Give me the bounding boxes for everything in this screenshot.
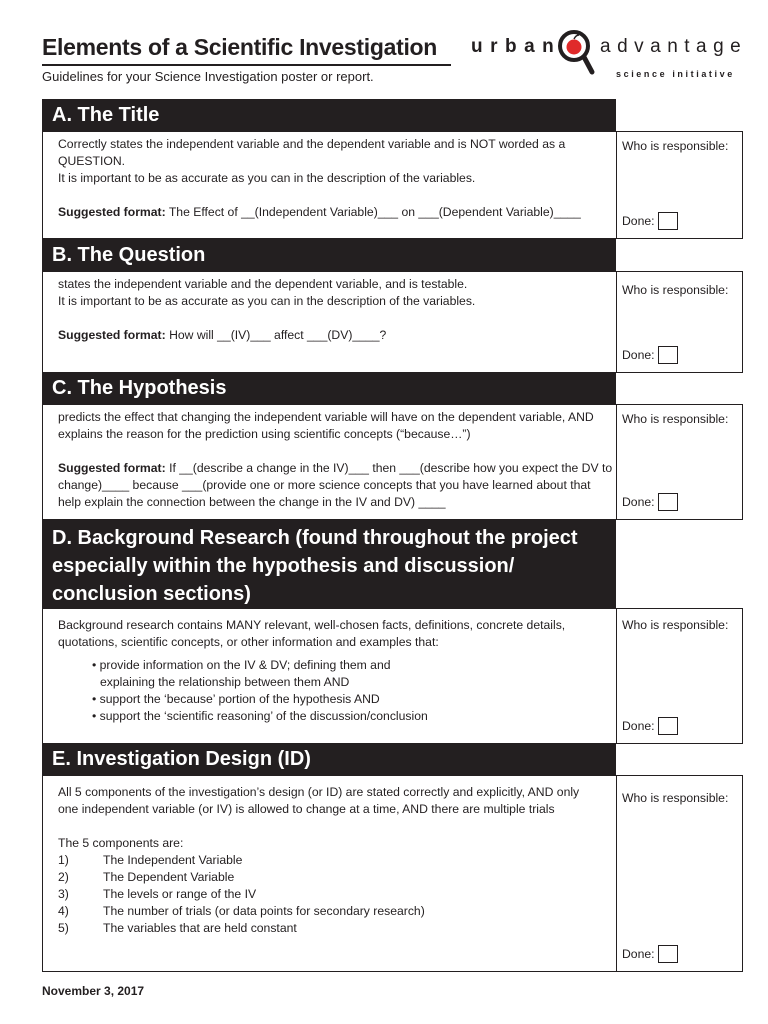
section-c-line1: predicts the effect that changing the independent variable will have on the dependent variable, AND explains the reason for the prediction using scientific concepts (“because…”) [58,410,594,441]
section-a-heading: A. The Title [42,99,616,131]
done-label: Done: [622,947,655,961]
section-a-format [58,204,616,221]
footer-date: November 3, 2017 [42,984,145,998]
section-c-who-label: Who is responsible: [622,412,729,426]
magnifier-apple-icon [556,28,596,84]
section-a-done [622,212,678,230]
section-d-side [616,609,742,743]
section-d-body [43,609,616,743]
title-underline [42,64,451,66]
section-e-who-label: Who is responsible: [622,791,729,805]
done-label: Done: [622,719,655,733]
section-e-heading: E. Investigation Design (ID) [42,743,616,775]
logo-text-advantage: advantage [600,36,748,57]
section-d-intro: Background research contains MANY relevant, well-chosen facts, definitions, concrete details, quotations, scientific concepts, or other information and examples that: [58,618,566,649]
section-a-body [43,132,616,238]
section-c-done [622,493,678,511]
section-b-box [42,271,743,373]
section-b-format [58,327,616,344]
section-a-side [616,132,742,238]
section-c-format-text: If __(describe a change in the IV)___ then ___(describe how you expect the DV to change)____ because ___(provide one or more science concepts that you have learned about that help explain the connection between the change in the IV and DV) ____ [58,461,613,509]
section-c-done-checkbox[interactable] [658,493,678,511]
section-c-heading: C. The Hypothesis [42,372,616,404]
list-item: 5) The variables that are held constant [58,921,297,935]
section-a-box [42,131,743,239]
section-a-who-label: Who is responsible: [622,139,729,153]
section-e-done [622,945,678,963]
suggested-format-label: Suggested format: [58,461,166,475]
suggested-format-label: Suggested format: [58,328,166,342]
section-d-done [622,717,678,735]
section-e-done-checkbox[interactable] [658,945,678,963]
list-item: 1) The Independent Variable [58,853,243,867]
section-b-done [622,346,678,364]
section-d-bullet3: • support the ‘scientific reasoning’ of the discussion/conclusion [92,709,428,723]
section-e-components-label: The 5 components are: [58,836,184,850]
section-d-bullet1-cont: explaining the relationship between them AND [100,675,350,689]
section-e-side [616,776,742,971]
section-e-body [43,776,616,971]
section-e-intro: All 5 components of the investigation’s design (or ID) are stated correctly and explicitly, AND only one independent variable (or IV) is allowed to change at a time, AND there are multiple trials [58,785,580,816]
list-item: 4) The number of trials (or data points for secondary research) [58,904,425,918]
section-b-who-label: Who is responsible: [622,283,729,297]
done-label: Done: [622,495,655,509]
section-a-done-checkbox[interactable] [658,212,678,230]
list-item: 3) The levels or range of the IV [58,887,257,901]
section-b-done-checkbox[interactable] [658,346,678,364]
section-c-format [58,460,616,511]
section-b-side [616,272,742,372]
section-a-line2: It is important to be as accurate as you can in the description of the variables. [58,171,476,185]
done-label: Done: [622,214,655,228]
section-d-bullets [58,657,616,725]
section-d-who-label: Who is responsible: [622,618,729,632]
logo-text-urban: urban [471,36,562,57]
section-b-body [43,272,616,372]
section-a-format-text: The Effect of __(Independent Variable)___ on ___(Dependent Variable)____ [168,205,581,219]
section-c-side [616,405,742,519]
section-b-heading: B. The Question [42,239,616,271]
section-c-body [43,405,616,519]
section-e-components-list [58,852,616,937]
section-b-line2: It is important to be as accurate as you can in the description of the variables. [58,294,476,308]
done-label: Done: [622,348,655,362]
page-title: Elements of a Scientific Investigation [42,34,438,60]
section-d-done-checkbox[interactable] [658,717,678,735]
suggested-format-label: Suggested format: [58,205,166,219]
section-b-line1: states the independent variable and the dependent variable, and is testable. [58,277,468,291]
section-b-format-text: How will __(IV)___ affect ___(DV)____? [169,328,387,342]
section-d-box [42,608,743,744]
section-e-box [42,775,743,972]
section-a-line1: Correctly states the independent variable and the dependent variable and is NOT worded as a QUESTION. [58,137,566,168]
section-d-bullet1: • provide information on the IV & DV; defining them and [92,658,391,672]
section-d-bullet2: • support the ‘because’ portion of the hypothesis AND [92,692,380,706]
page-subtitle: Guidelines for your Science Investigation poster or report. [42,69,374,84]
section-d-heading: D. Background Research (found throughout the project especially within the hypothesis and discussion/ conclusion sections) [42,520,616,609]
list-item: 2) The Dependent Variable [58,870,235,884]
logo-tagline: science initiative [616,69,735,79]
section-c-box [42,404,743,520]
